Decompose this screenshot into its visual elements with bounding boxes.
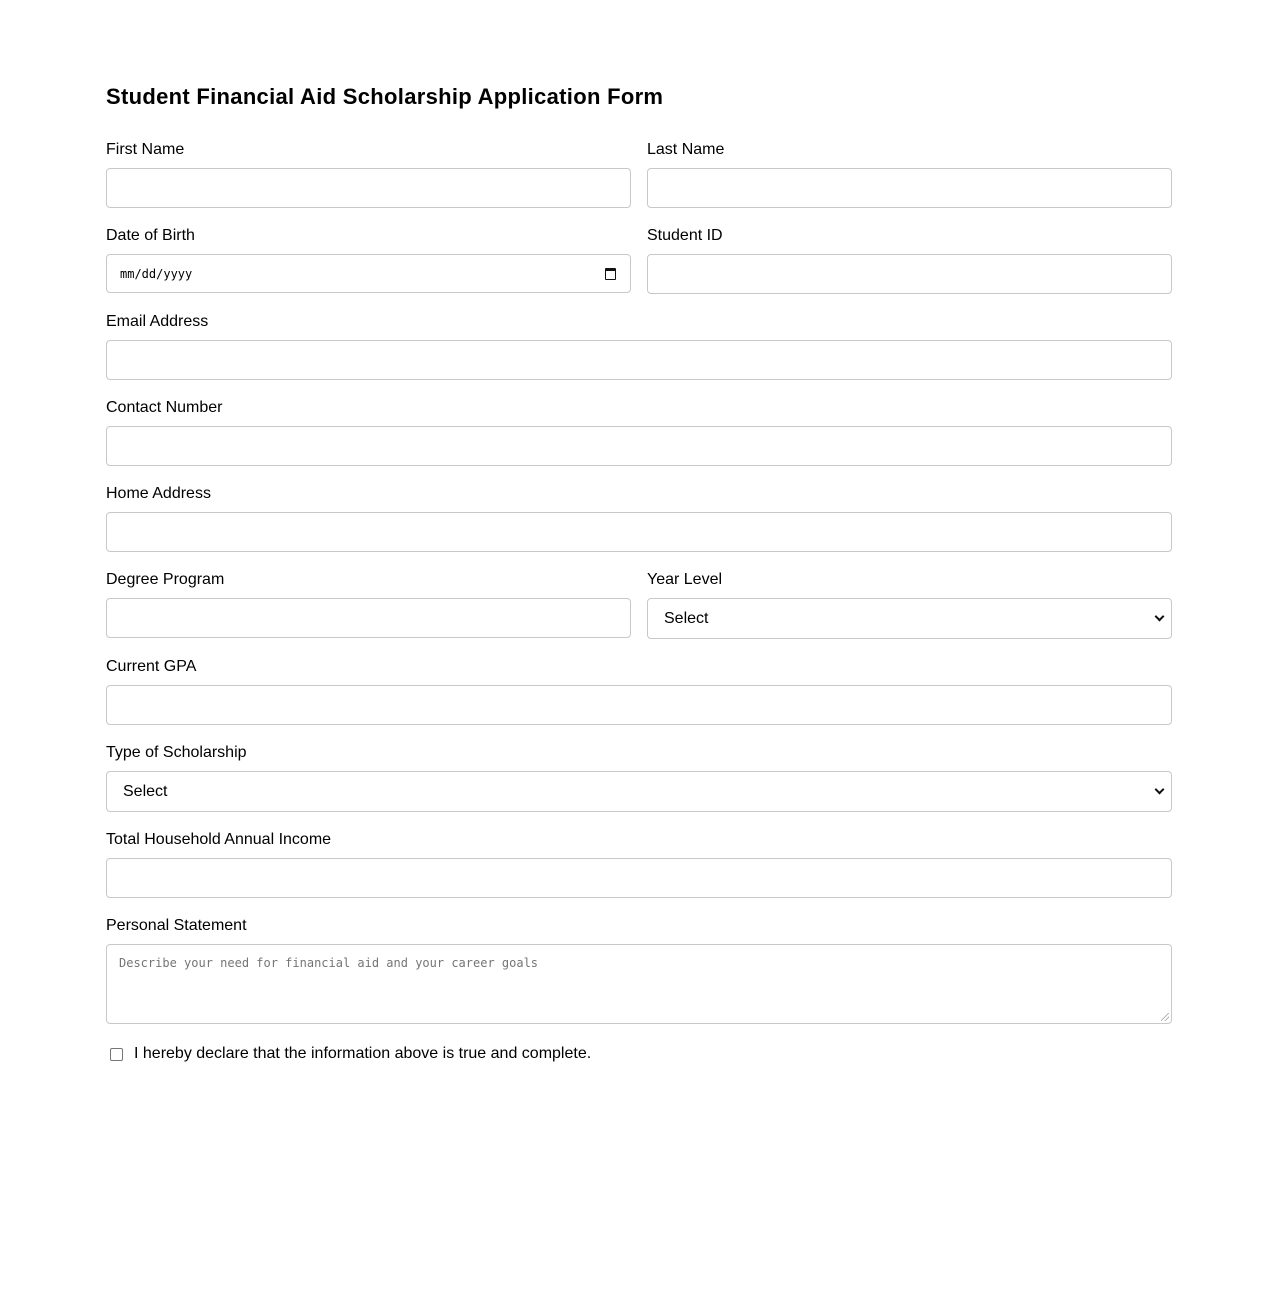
- degree-program-group: [106, 571, 631, 589]
- declaration-row: [106, 1045, 591, 1063]
- scholarship-type-select[interactable]: [106, 771, 1172, 812]
- year-level-group: [647, 571, 1172, 627]
- degree-program-input[interactable]: [106, 598, 631, 638]
- chevron-down-icon: [1155, 612, 1165, 622]
- gpa-label: Current GPA: [106, 658, 197, 675]
- declaration-checkbox[interactable]: [110, 1048, 123, 1061]
- year-level-value: Select: [664, 609, 709, 627]
- personal-statement-placeholder: Describe your need for financial aid and your career goals: [119, 956, 539, 970]
- student-id-input[interactable]: [647, 254, 1172, 294]
- date-placeholder: mm/dd/yyyy: [120, 266, 193, 281]
- scholarship-type-group: [106, 744, 1172, 800]
- household-income-group: [106, 831, 1172, 849]
- calendar-icon[interactable]: [605, 268, 616, 280]
- gpa-group: [106, 658, 1172, 676]
- student-id-label: Student ID: [647, 227, 723, 244]
- household-income-input[interactable]: [106, 858, 1172, 898]
- chevron-down-icon: [1155, 785, 1165, 795]
- scholarship-type-label: Type of Scholarship: [106, 744, 247, 761]
- household-income-label: Total Household Annual Income: [106, 831, 332, 848]
- contact-number-input[interactable]: [106, 426, 1172, 466]
- year-level-select[interactable]: [647, 598, 1172, 639]
- year-level-label: Year Level: [647, 571, 723, 588]
- email-input[interactable]: [106, 340, 1172, 380]
- last-name-input[interactable]: [647, 168, 1172, 208]
- student-id-group: [647, 227, 1172, 245]
- personal-statement-label: Personal Statement: [106, 917, 247, 934]
- resize-handle-icon[interactable]: [1161, 1013, 1169, 1021]
- date-of-birth-input[interactable]: [106, 254, 631, 293]
- personal-statement-group: [106, 917, 1172, 970]
- last-name-label: Last Name: [647, 141, 725, 158]
- declaration-label[interactable]: I hereby declare that the information above is true and complete.: [134, 1045, 592, 1062]
- page-title: Student Financial Aid Scholarship Application Form: [106, 84, 664, 109]
- contact-number-label: Contact Number: [106, 399, 223, 416]
- date-of-birth-group: [106, 227, 631, 281]
- home-address-input[interactable]: [106, 512, 1172, 552]
- date-of-birth-label: Date of Birth: [106, 227, 195, 244]
- contact-number-group: [106, 399, 1172, 417]
- last-name-group: [647, 141, 1172, 159]
- personal-statement-textarea[interactable]: [106, 944, 1172, 1024]
- first-name-group: [106, 141, 631, 159]
- email-label: Email Address: [106, 313, 209, 330]
- first-name-label: First Name: [106, 141, 185, 158]
- home-address-label: Home Address: [106, 485, 211, 502]
- home-address-group: [106, 485, 1172, 503]
- email-group: [106, 313, 1172, 331]
- scholarship-type-value: Select: [123, 782, 168, 800]
- first-name-input[interactable]: [106, 168, 631, 208]
- gpa-input[interactable]: [106, 685, 1172, 725]
- degree-program-label: Degree Program: [106, 571, 225, 588]
